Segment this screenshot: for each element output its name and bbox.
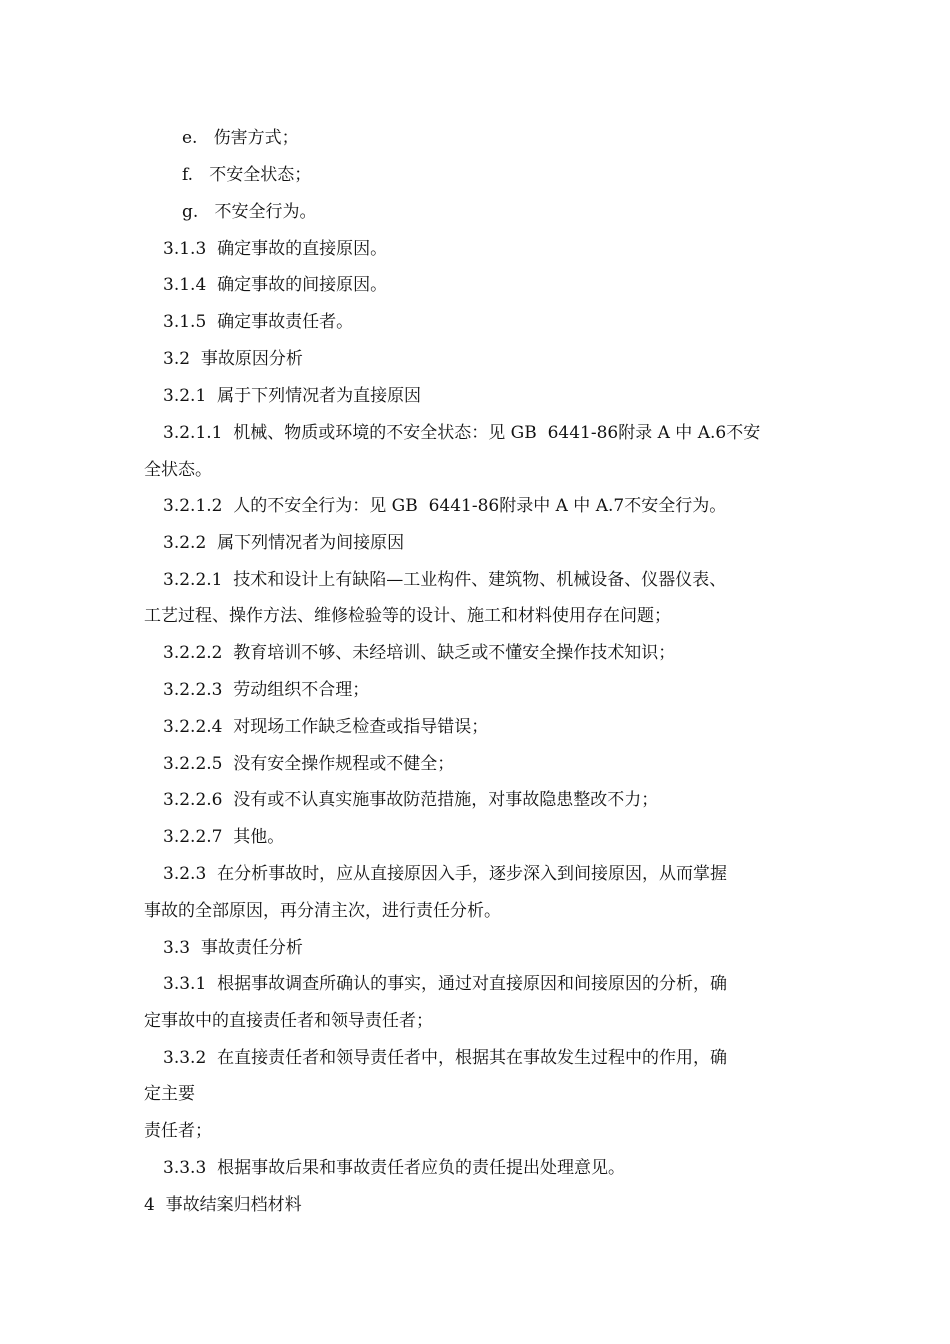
clause-3-2-2: 3.2.2 属下列情况者为间接原因 (163, 533, 405, 553)
list-item-g: g. 不安全行为。 (182, 202, 317, 222)
clause-3-2-1-1: 3.2.1.1 机械、物质或环境的不安全状态：见 GB 6441-86附录 A 中 A.6不安 (163, 423, 761, 443)
clause-3-2-1: 3.2.1 属于下列情况者为直接原因 (163, 386, 422, 406)
clause-3-2-3: 3.2.3 在分析事故时，应从直接原因入手，逐步深入到间接原因，从而掌握 (163, 864, 728, 884)
section-3-3-heading: 3.3 事故责任分析 (163, 938, 303, 958)
clause-3-2-2-6: 3.2.2.6 没有或不认真实施事故防范措施，对事故隐患整改不力； (163, 790, 659, 810)
section-4-heading: 4 事故结案归档材料 (144, 1195, 302, 1215)
clause-3-2-2-5: 3.2.2.5 没有安全操作规程或不健全； (163, 754, 455, 774)
clause-3-2-1-1-continued: 全状态。 (144, 460, 212, 480)
clause-3-2-2-4: 3.2.2.4 对现场工作缺乏检查或指导错误； (163, 717, 489, 737)
clause-3-1-5: 3.1.5 确定事故责任者。 (163, 312, 354, 332)
clause-3-2-2-7: 3.2.2.7 其他。 (163, 827, 285, 847)
clause-3-3-3: 3.3.3 根据事故后果和事故责任者应负的责任提出处理意见。 (163, 1158, 626, 1178)
clause-3-2-2-3: 3.2.2.3 劳动组织不合理； (163, 680, 370, 700)
clause-3-2-1-2: 3.2.1.2 人的不安全行为：见 GB 6441-86附录中 A 中 A.7不安全行为。 (163, 496, 727, 516)
list-item-e: e. 伤害方式； (182, 128, 299, 148)
clause-3-3-1-continued: 定事故中的直接责任者和领导责任者； (144, 1011, 433, 1031)
clause-3-3-2-continued-1: 定主要 (144, 1084, 195, 1104)
clause-3-3-1: 3.3.1 根据事故调查所确认的事实，通过对直接原因和间接原因的分析，确 (163, 974, 728, 994)
clause-3-2-2-1: 3.2.2.1 技术和设计上有缺陷—工业构件、建筑物、机械设备、仪器仪表、 (163, 570, 727, 590)
clause-3-3-2: 3.3.2 在直接责任者和领导责任者中，根据其在事故发生过程中的作用，确 (163, 1048, 728, 1068)
list-item-f: f. 不安全状态； (182, 165, 312, 185)
section-3-2-heading: 3.2 事故原因分析 (163, 349, 303, 369)
clause-3-2-3-continued: 事故的全部原因，再分清主次，进行责任分析。 (144, 901, 501, 921)
clause-3-2-2-2: 3.2.2.2 教育培训不够、未经培训、缺乏或不懂安全操作技术知识； (163, 643, 676, 663)
clause-3-2-2-1-continued: 工艺过程、操作方法、维修检验等的设计、施工和材料使用存在问题； (144, 606, 671, 626)
clause-3-3-2-continued-2: 责任者； (144, 1121, 212, 1141)
clause-3-1-3: 3.1.3 确定事故的直接原因。 (163, 239, 388, 259)
clause-3-1-4: 3.1.4 确定事故的间接原因。 (163, 275, 388, 295)
